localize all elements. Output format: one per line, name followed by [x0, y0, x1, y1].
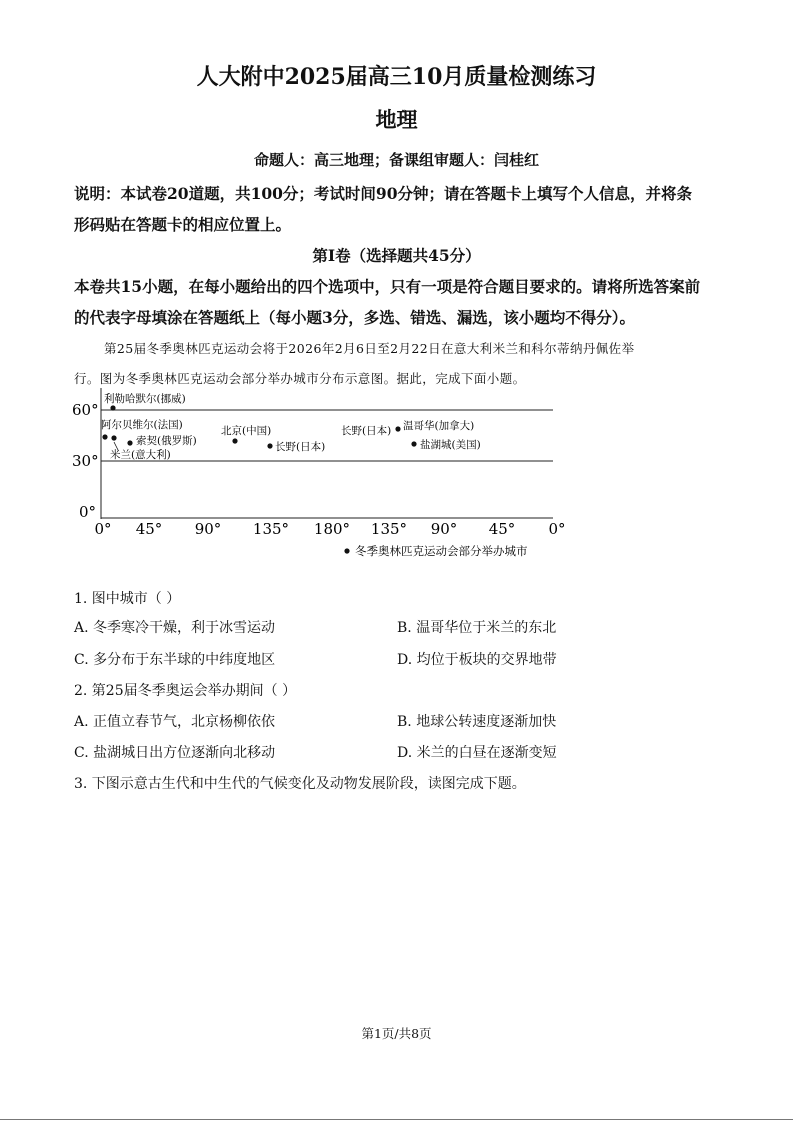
- x-tick-label: 0°: [548, 520, 566, 538]
- x-tick-label: 45°: [135, 520, 163, 538]
- question-3-stem: 3. 下图示意古生代和中生代的气候变化及动物发展阶段，读图完成下题。: [74, 776, 526, 792]
- question-2-stem: 2. 第25届冬季奥运会举办期间（ ）: [74, 683, 297, 699]
- page-title: 人大附中2025届高三10月质量检测练习: [196, 64, 597, 90]
- x-tick-label: 90°: [430, 520, 458, 538]
- authors-line: 命题人：高三地理；备课组审题人：闫桂红: [253, 151, 539, 169]
- instructions-line-2: 形码贴在答题卡的相应位置上。: [74, 215, 292, 234]
- legend-label: 冬季奥林匹克运动会部分举办城市: [355, 544, 528, 558]
- question-1-stem: 1. 图中城市（ ）: [74, 591, 181, 607]
- section-desc-line-2: 的代表字母填涂在答题纸上（每小题3分，多选、错选、漏选，该小题均不得分）。: [74, 308, 636, 327]
- x-tick-label: 180°: [313, 520, 351, 538]
- passage-line-1: 第25届冬季奥林匹克运动会将于2026年2月6日至2月22日在意大利米兰和科尔蒂纳丹佩佐举: [104, 341, 635, 356]
- legend-marker: [344, 548, 349, 553]
- x-tick-label: 135°: [252, 520, 290, 538]
- x-tick-label: 45°: [488, 520, 516, 538]
- city-label: 阿尔贝维尔(法国): [101, 419, 183, 431]
- question-1-option-d[interactable]: D. 均位于板块的交界地带: [397, 652, 557, 668]
- city-label: 索契(俄罗斯): [136, 435, 197, 447]
- city-point-lillehammer: [110, 405, 115, 410]
- question-2-option-b[interactable]: B. 地球公转速度逐渐加快: [397, 714, 557, 730]
- city-point-milan: [111, 435, 116, 440]
- city-label: 利勒哈默尔(挪威): [104, 393, 186, 405]
- city-label: 长野(日本): [275, 441, 326, 453]
- city-point-albertville: [102, 434, 107, 439]
- city-point-sochi: [127, 440, 132, 445]
- passage-line-2: 行。图为冬季奥林匹克运动会部分举办城市分布示意图。据此，完成下面小题。: [74, 371, 526, 386]
- section-desc-line-1: 本卷共15小题，在每小题给出的四个选项中，只有一项是符合题目要求的。请将所选答案前: [74, 277, 701, 296]
- x-tick-label: 90°: [194, 520, 222, 538]
- y-tick-label: 0°: [79, 503, 97, 521]
- city-label: 温哥华(加拿大): [403, 420, 475, 432]
- y-tick-label: 30°: [72, 452, 99, 470]
- olympic-cities-map: [70, 388, 570, 568]
- city-point-saltlake: [411, 441, 416, 446]
- city-label-annotation: 长野(日本): [341, 425, 392, 437]
- city-point-vancouver: [395, 426, 400, 431]
- question-2-option-a[interactable]: A. 正值立春节气，北京杨柳依依: [74, 714, 276, 730]
- question-1-option-c[interactable]: C. 多分布于东半球的中纬度地区: [74, 652, 276, 668]
- question-1-option-a[interactable]: A. 冬季寒冷干燥，利于冰雪运动: [74, 620, 276, 636]
- page-number: 第1页/共8页: [361, 1026, 432, 1041]
- section-title: 第Ⅰ卷（选择题共45分）: [312, 246, 481, 265]
- city-label: 盐湖城(美国): [420, 439, 481, 451]
- question-2-option-d[interactable]: D. 米兰的白昼在逐渐变短: [397, 745, 557, 761]
- city-label: 北京(中国): [221, 425, 272, 437]
- city-label: 米兰(意大利): [110, 449, 171, 461]
- question-1-option-b[interactable]: B. 温哥华位于米兰的东北: [397, 620, 557, 636]
- page-bottom-rule: [0, 1119, 793, 1120]
- x-tick-label: 0°: [94, 520, 112, 538]
- instructions-line-1: 说明：本试卷20道题，共100分；考试时间90分钟；请在答题卡上填写个人信息，并将条: [74, 184, 692, 203]
- x-tick-label: 135°: [370, 520, 408, 538]
- question-2-option-c[interactable]: C. 盐湖城日出方位逐渐向北移动: [74, 745, 276, 761]
- subject-title: 地理: [375, 107, 418, 132]
- y-tick-label: 60°: [72, 401, 99, 419]
- city-point-beijing: [232, 438, 237, 443]
- city-point-nagano: [267, 443, 272, 448]
